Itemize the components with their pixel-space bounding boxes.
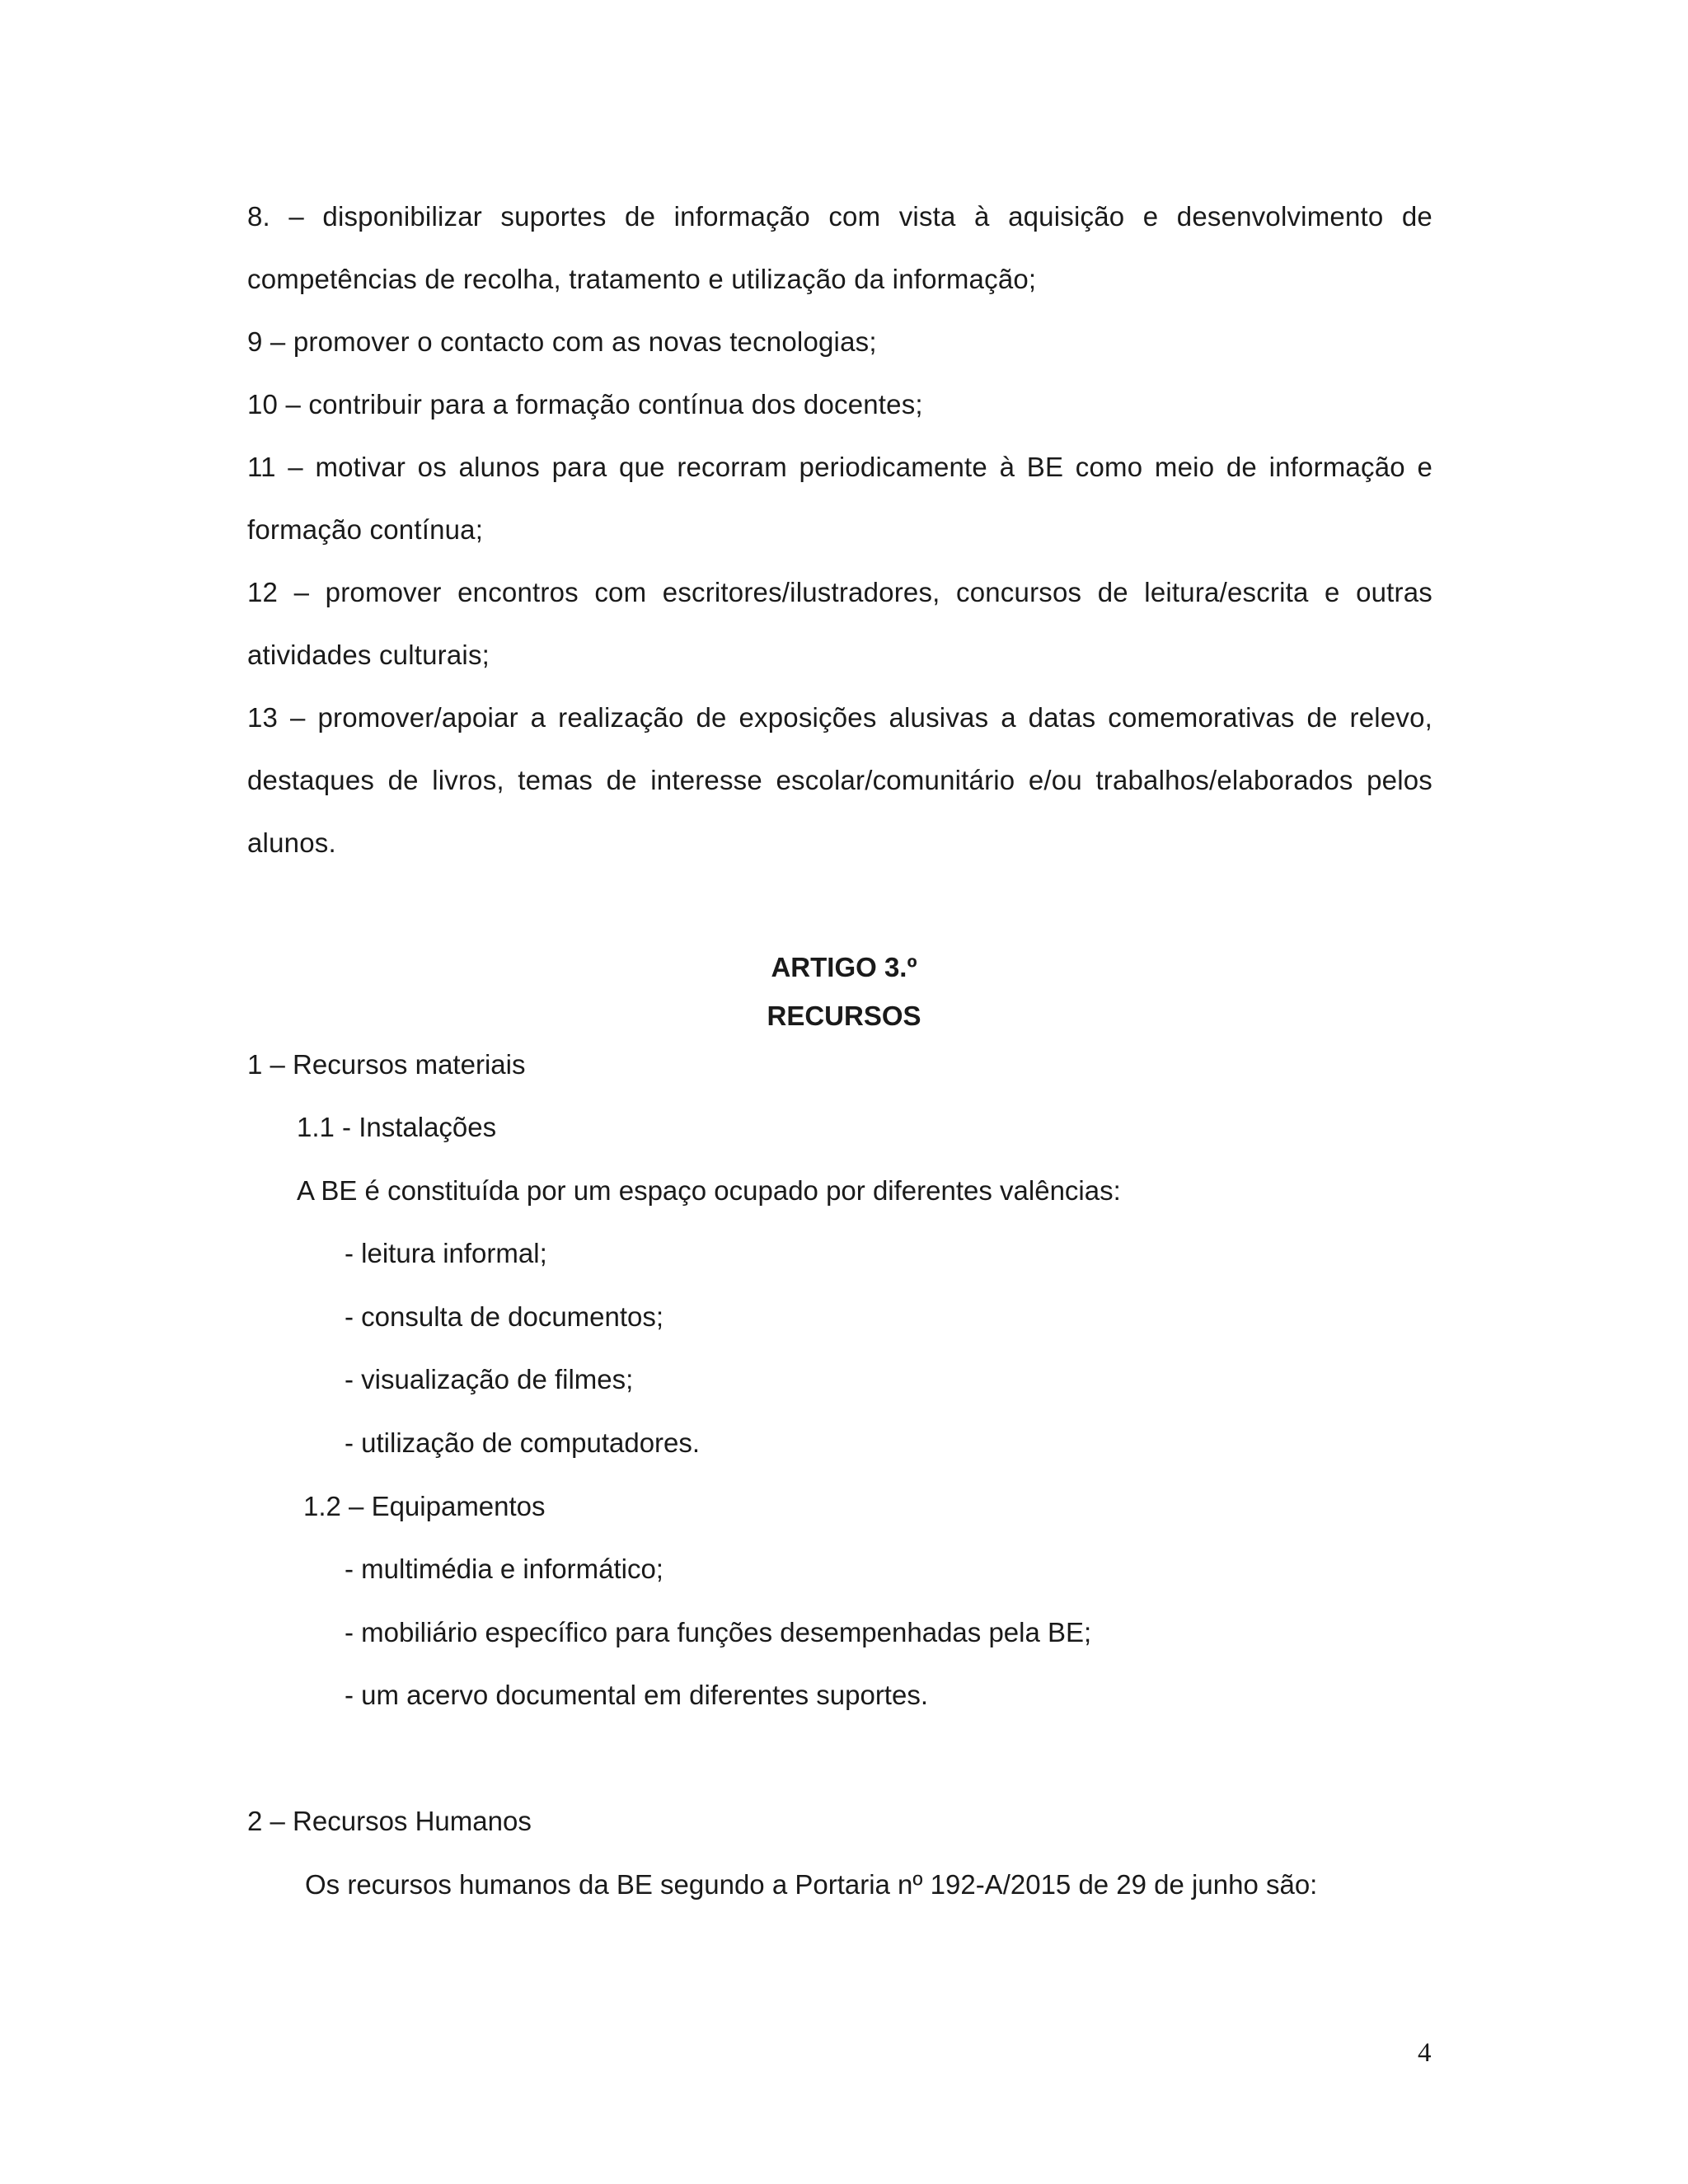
objective-item-8: 8. – disponibilizar suportes de informação com vista à aquisição e desenvolvimento de competências de recolha, tratamento e utilização da informação; xyxy=(247,201,1432,294)
objective-item-13: 13 – promover/apoiar a realização de exposições alusivas a datas comemorativas de relevo, destaques de livros, temas de interesse escolar/comunitário e/ou trabalhos/elaborados pelos alunos. xyxy=(247,702,1432,858)
page-number: 4 xyxy=(1418,2038,1432,2068)
objective-item-12: 12 – promover encontros com escritores/ilustradores, concursos de leitura/escrita e outras atividades culturais; xyxy=(247,577,1432,670)
material-resources-heading: 1 – Recursos materiais xyxy=(247,1049,526,1080)
objective-item-10: 10 – contribuir para a formação contínua dos docentes; xyxy=(247,389,923,419)
equipment-item: - multimédia e informático; xyxy=(345,1554,663,1584)
installations-intro: A BE é constituída por um espaço ocupado por diferentes valências: xyxy=(297,1175,1121,1206)
equipment-item: - mobiliário específico para funções desempenhadas pela BE; xyxy=(345,1617,1092,1647)
objective-item-9: 9 – promover o contacto com as novas tecnologias; xyxy=(247,326,877,357)
installations-item: - visualização de filmes; xyxy=(345,1364,634,1394)
equipment-item: - um acervo documental em diferentes suportes. xyxy=(345,1680,929,1710)
article-number: ARTIGO 3.º xyxy=(771,952,917,982)
objectives-list xyxy=(247,185,1432,874)
human-resources-intro: Os recursos humanos da BE segundo a Portaria nº 192-A/2015 de 29 de junho são: xyxy=(305,1869,1318,1900)
installations-heading: 1.1 - Instalações xyxy=(297,1112,497,1142)
installations-item: - utilização de computadores. xyxy=(345,1427,701,1458)
article-title: RECURSOS xyxy=(767,1001,921,1031)
equipment-heading: 1.2 – Equipamentos xyxy=(303,1491,546,1521)
human-resources-heading: 2 – Recursos Humanos xyxy=(247,1806,532,1836)
installations-item: - consulta de documentos; xyxy=(345,1301,664,1332)
objective-item-11: 11 – motivar os alunos para que recorram periodicamente à BE como meio de informação e formação contínua; xyxy=(247,452,1432,545)
installations-item: - leitura informal; xyxy=(345,1238,547,1268)
